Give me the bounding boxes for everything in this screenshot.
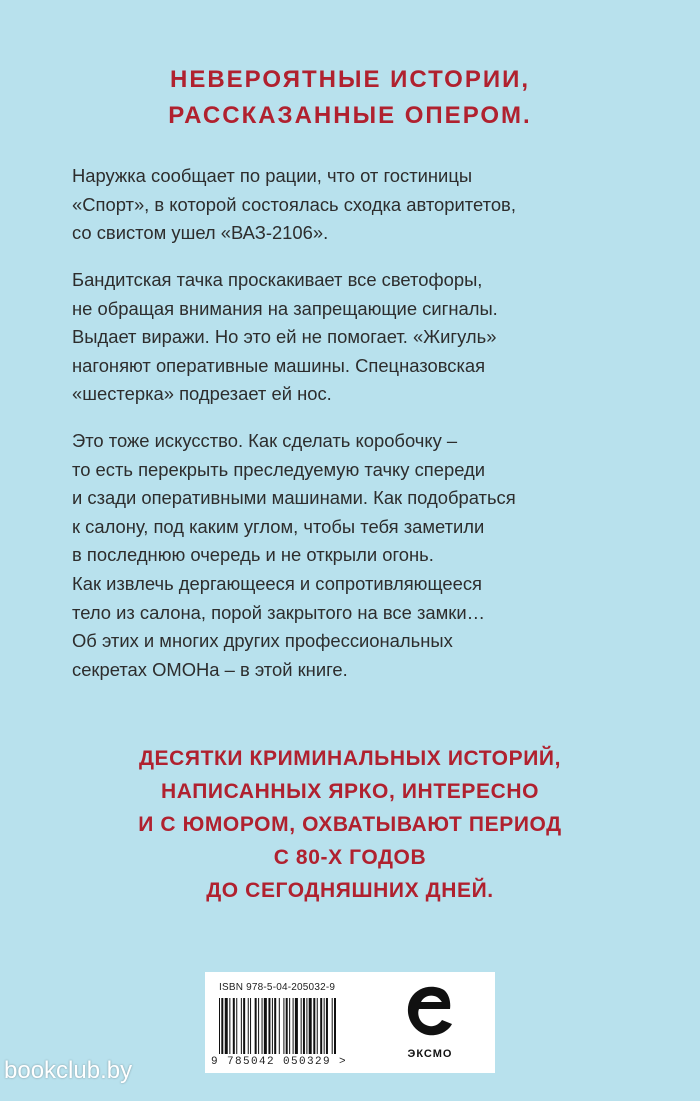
paragraph-line: Выдает виражи. Но это ей не помогает. «Жигуль» bbox=[72, 326, 497, 348]
eksmo-logo-icon bbox=[400, 980, 460, 1044]
paragraph-3 bbox=[72, 427, 632, 684]
paragraph-line: «Спорт», в которой состоялась сходка авторитетов, bbox=[72, 193, 516, 215]
paragraph-line: то есть перекрыть преследуемую тачку спереди bbox=[72, 458, 486, 480]
bottom-headline-line: С 80-Х ГОДОВ bbox=[273, 846, 427, 869]
top-headline-line: РАССКАЗАННЫЕ ОПЕРОМ. bbox=[168, 102, 532, 129]
isbn-label: ISBN 978-5-04-205032-9 bbox=[219, 982, 336, 993]
paragraph-line: Бандитская тачка проскакивает все светофоры, bbox=[72, 269, 483, 290]
paragraph-line: Наружка сообщает по рации, что от гостиницы bbox=[72, 165, 473, 186]
top-headline bbox=[0, 62, 700, 134]
site-watermark: bookclub.by bbox=[4, 1057, 133, 1084]
paragraph-line: не обращая внимания на запрещающие сигналы. bbox=[72, 297, 498, 319]
paragraph-line: нагоняют оперативные машины. Спецназовская bbox=[72, 354, 486, 376]
bottom-headline-line: ДО СЕГОДНЯШНИХ ДНЕЙ. bbox=[206, 879, 494, 902]
bottom-headline-line: И С ЮМОРОМ, ОХВАТЫВАЮТ ПЕРИОД bbox=[138, 813, 562, 836]
paragraph-line: тело из салона, порой закрытого на все замки… bbox=[72, 601, 485, 623]
paragraph-line: к салону, под каким углом, чтобы тебя заметили bbox=[72, 515, 485, 537]
paragraph-line: со свистом ушел «ВАЗ-2106». bbox=[72, 222, 329, 244]
bottom-headline bbox=[0, 742, 700, 907]
barcode-icon bbox=[219, 998, 385, 1054]
bottom-headline-line: НАПИСАННЫХ ЯРКО, ИНТЕРЕСНО bbox=[160, 780, 540, 803]
paragraph-line: Об этих и многих других профессиональных bbox=[72, 630, 453, 652]
paragraph-line: Это тоже искусство. Как сделать коробочку – bbox=[72, 430, 458, 451]
paragraph-line: секретах ОМОНа – в этой книге. bbox=[72, 658, 348, 680]
bottom-headline-line: ДЕСЯТКИ КРИМИНАЛЬНЫХ ИСТОРИЙ, bbox=[138, 747, 562, 770]
paragraph-2 bbox=[72, 266, 632, 409]
paragraph-line: Как извлечь дергающееся и сопротивляющееся bbox=[72, 572, 483, 594]
barcode-digits: 9 785042 050329 > bbox=[211, 1056, 348, 1068]
publisher-name: ЭКСМО bbox=[407, 1048, 453, 1060]
paragraph-line: и сзади оперативными машинами. Как подобраться bbox=[72, 487, 516, 509]
paragraph-line: в последнюю очередь и не открыли огонь. bbox=[72, 544, 434, 566]
paragraph-1 bbox=[72, 162, 632, 248]
top-headline-line: НЕВЕРОЯТНЫЕ ИСТОРИИ, bbox=[169, 66, 531, 93]
paragraph-line: «шестерка» подрезает ей нос. bbox=[72, 383, 332, 405]
